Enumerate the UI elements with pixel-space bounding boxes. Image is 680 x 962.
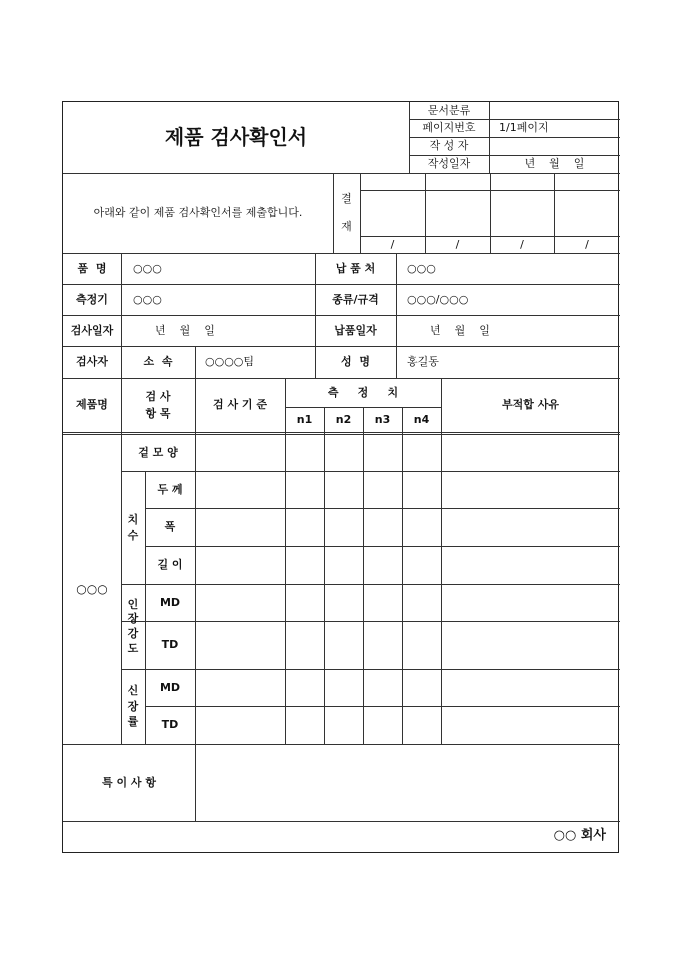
meta-label-author: 작 성 자 [429,139,469,153]
group-elongation-char-1: 신 [127,683,139,697]
remarks-label: 특 이 사 항 [102,775,156,789]
delivery-date-value: 년 월 일 [430,323,490,337]
remarks-value[interactable] [203,744,613,821]
row-width: 폭 [164,520,176,534]
submission-statement: 아래와 같이 제품 검사확인서를 제출합니다. [93,206,303,220]
approval-date-slash-3: / [520,237,524,251]
meta-label-doc-class: 문서분류 [427,103,471,117]
header-product: 제품명 [76,398,108,412]
meta-value-author [499,137,620,155]
header-item [121,378,195,432]
header-item-line-2: 항 목 [145,406,171,420]
meta-value-doc-class [499,102,620,119]
meta-value-page-number: 1/1페이지 [499,121,549,135]
group-dimension-char-2: 수 [127,528,139,542]
header-n3: n3 [374,412,391,426]
row-appearance: 겉 모 양 [138,446,178,460]
inspection-date-label: 검사일자 [70,323,114,337]
row-elong-md: MD [159,680,181,694]
meta-label-created-date: 작성일자 [427,157,471,171]
delivery-date-label: 납품일자 [334,323,377,337]
inspection-date-value: 년 월 일 [155,323,215,337]
approval-label [333,173,360,253]
row-tensile-td: TD [161,638,179,652]
header-n2: n2 [335,412,352,426]
meta-value-created-date: 년 월 일 [524,157,585,171]
header-reason: 부적합 사유 [502,398,559,412]
meta-label-page-number: 페이지번호 [422,121,476,135]
instrument-label: 측정기 [76,292,108,306]
header-n4: n4 [413,412,430,426]
dept-label: 소 속 [143,355,173,369]
group-tensile-char-4: 도 [127,641,139,655]
inspection-form [62,101,619,853]
row-tensile-md: MD [159,595,181,609]
product-value-cell: ○○○ [76,582,108,596]
approval-date-slash-4: / [585,237,589,251]
approval-label-char-2: 재 [341,220,352,233]
row-elong-td: TD [161,718,179,732]
approval-date-slash-1: / [390,237,395,251]
row-thickness: 두 께 [157,482,183,496]
inspector-label: 검사자 [76,355,108,369]
group-tensile [121,584,145,669]
dept-value: ○○○○팀 [205,355,255,369]
group-elongation-char-2: 장 [127,699,139,713]
header-measure: 측 정 치 [327,385,399,399]
header-n1: n1 [296,412,313,426]
document-title: 제품 검사확인서 [164,125,308,149]
group-elongation [121,669,145,744]
header-criteria: 검 사 기 준 [213,398,267,412]
product-name-value: ○○○ [133,261,162,275]
approval-date-slash-2: / [455,237,460,251]
product-name-label: 품 명 [77,261,107,275]
name-value: 홍길동 [407,355,439,369]
row-length: 길 이 [157,558,183,572]
footer-company: ○○ 회사 [553,828,606,844]
header-item-line-1: 검 사 [145,389,171,403]
instrument-value: ○○○ [133,292,162,306]
supplier-value: ○○○ [407,261,436,275]
group-tensile-char-1: 인 [127,597,139,611]
group-tensile-char-3: 강 [127,627,139,640]
name-label: 성 명 [341,355,370,369]
group-dimension [121,471,145,584]
type-spec-value: ○○○/○○○ [407,292,469,306]
group-tensile-char-2: 장 [127,612,139,626]
group-dimension-char-1: 치 [127,512,139,526]
approval-label-char-1: 결 [341,192,352,206]
group-elongation-char-3: 률 [127,715,139,729]
supplier-label: 납 품 처 [335,261,376,275]
type-spec-label: 종류/규격 [332,292,379,306]
